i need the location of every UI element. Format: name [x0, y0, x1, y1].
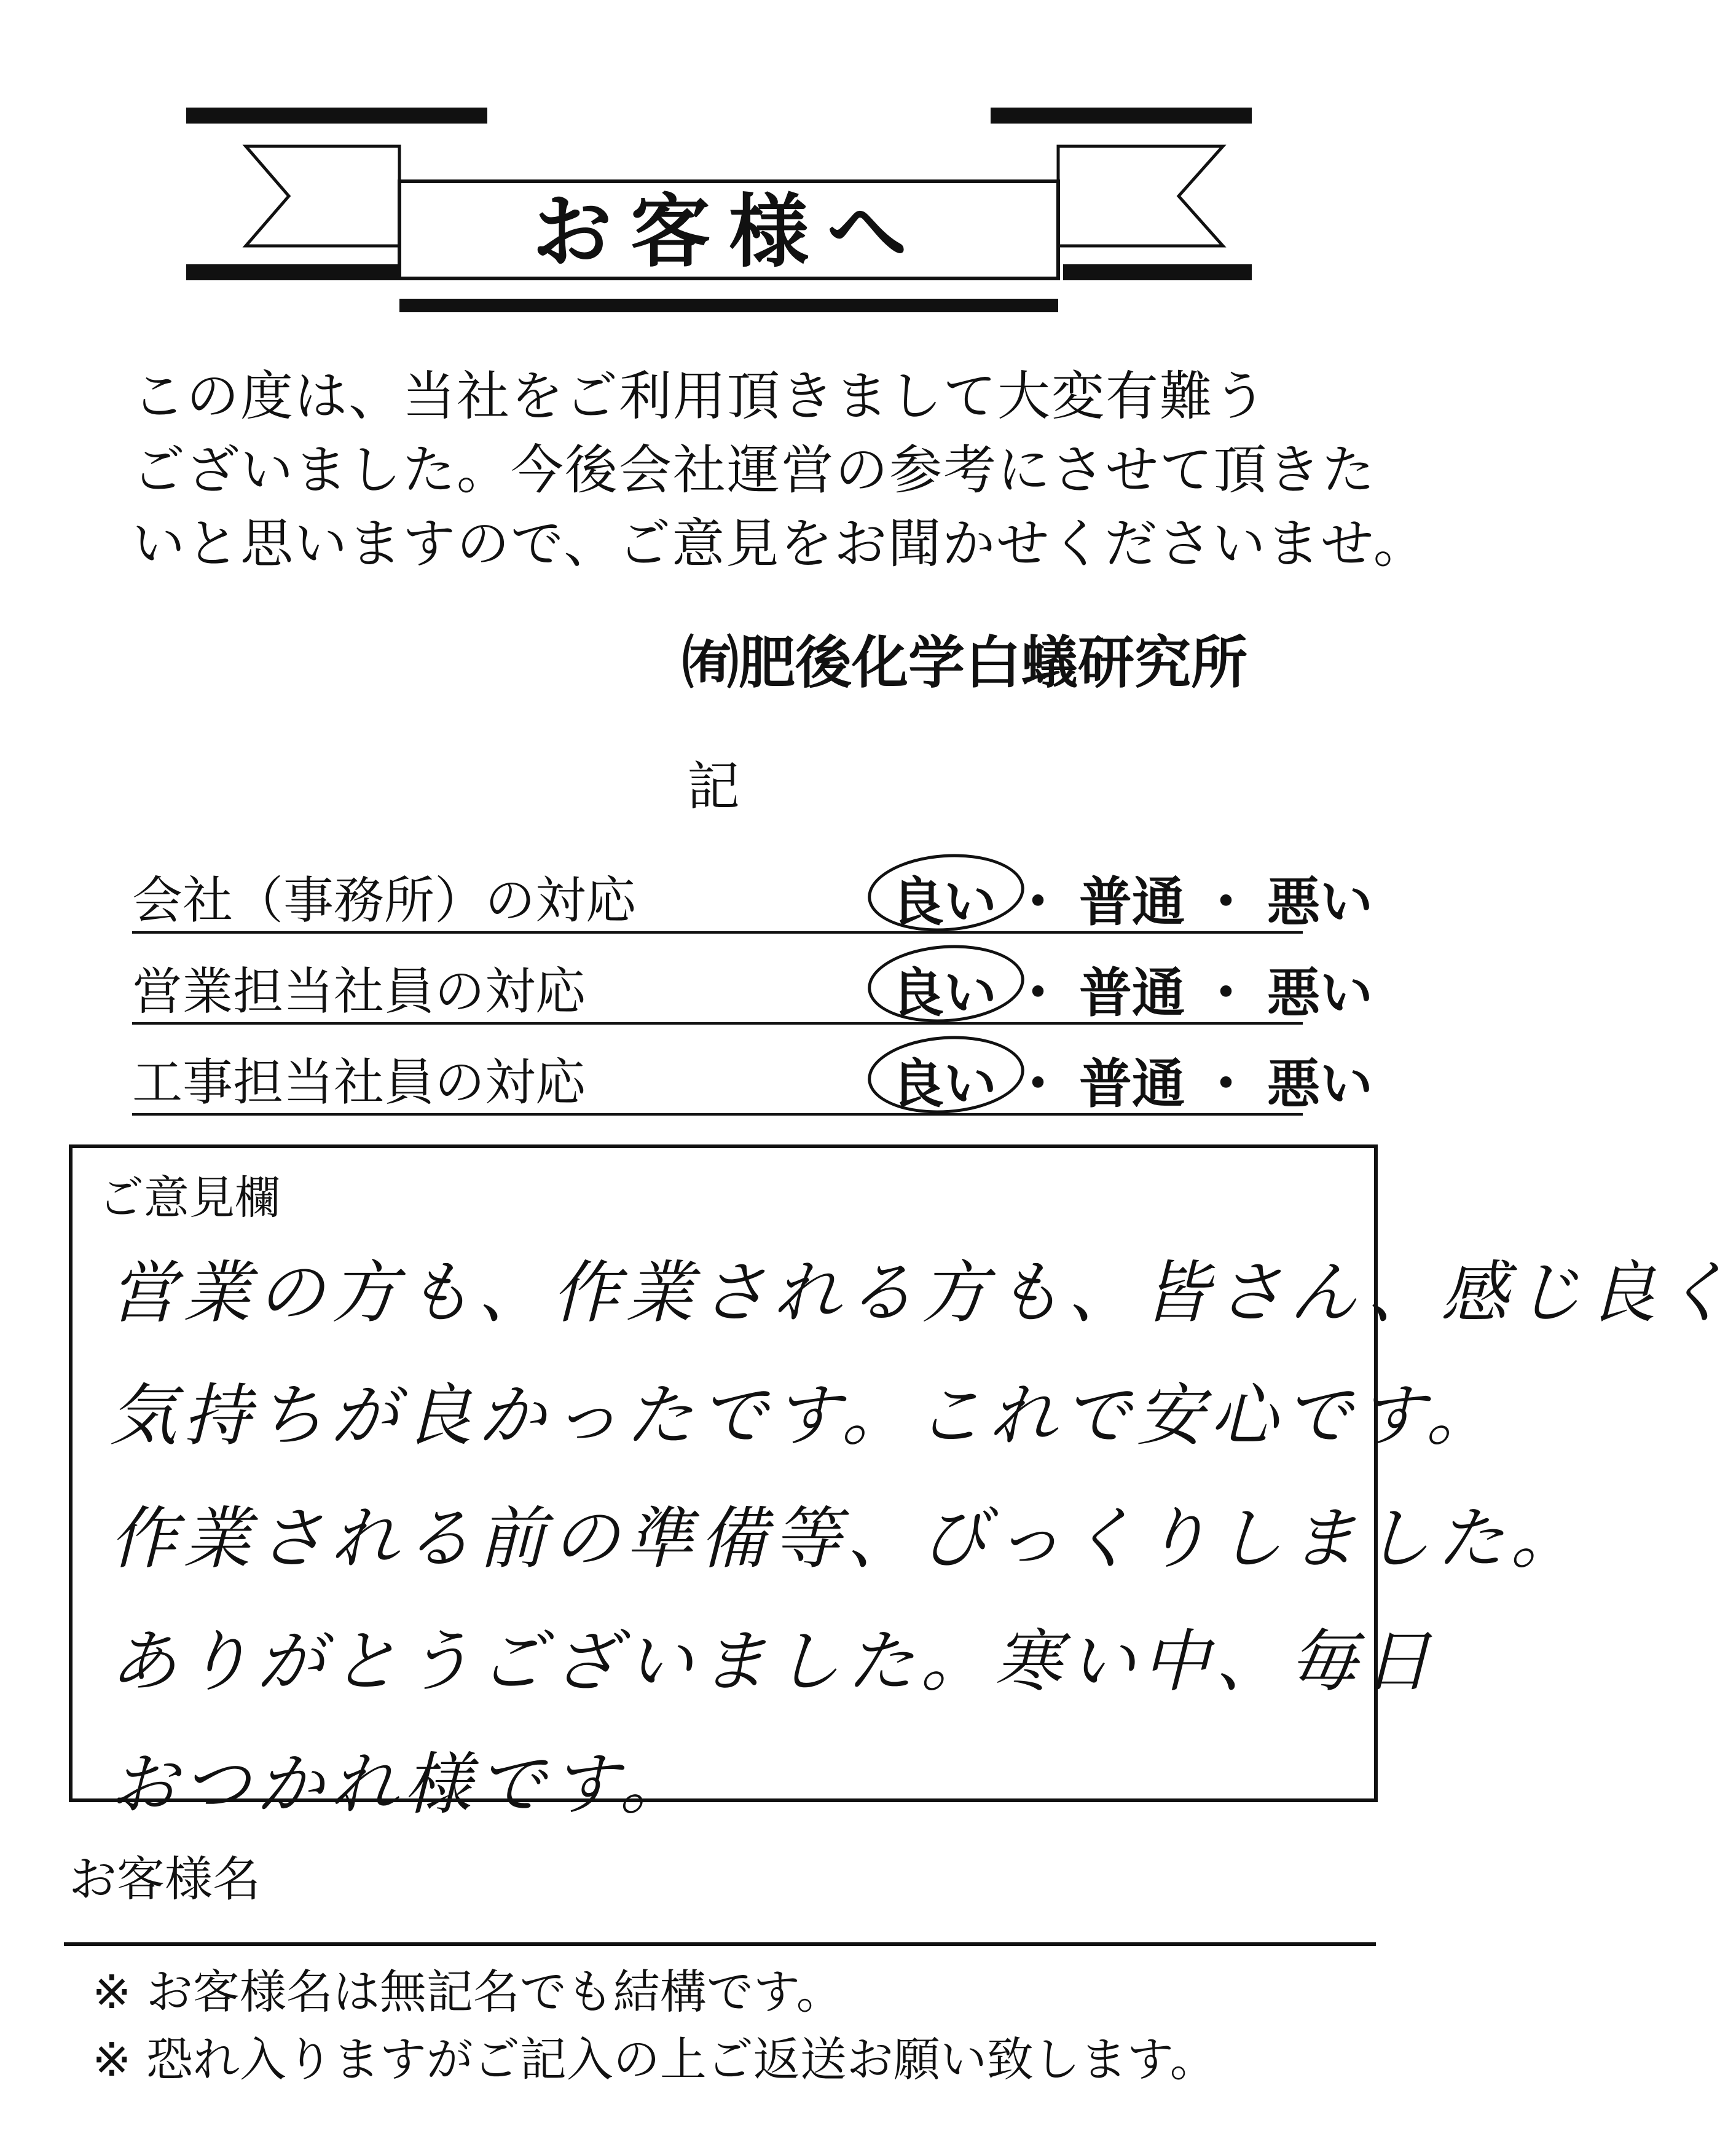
rating-label: 工事担当社員の対応 [132, 1054, 586, 1112]
banner-bar-bottom-left [186, 264, 398, 280]
rating-options [891, 1041, 1373, 1117]
handwritten-comment [109, 1231, 1736, 1846]
customer-name-label: お客様名 [69, 1852, 261, 1907]
note-anonymous: ※ お客様名は無記名でも結構です。 [92, 1964, 843, 2019]
comment-box[interactable] [69, 1144, 1736, 1824]
comment-line: おつかれ様です。 [109, 1745, 694, 1824]
option-normal[interactable]: 普通 [1079, 963, 1185, 1024]
note-return: ※ 恐れ入りますがご記入の上ご返送お願い致します。 [92, 2032, 1217, 2087]
intro-paragraph [132, 360, 1428, 581]
title-banner [0, 0, 1437, 344]
rating-label: 会社（事務所）の対応 [132, 872, 637, 930]
rating-options [891, 859, 1373, 936]
title-box-underline [399, 299, 1058, 312]
comment-line: ありがとうございました。寒い中、毎日 [109, 1622, 1437, 1701]
company-name: ㈲肥後化学白蟻研究所 [682, 630, 1248, 696]
intro-line: ございました。今後会社運営の参考にさせて頂きた [132, 439, 1376, 501]
option-good[interactable]: 良い [891, 859, 997, 936]
rating-options [891, 950, 1373, 1026]
comment-line: 営業の方も、作業される方も、皆さん、感じ良く [109, 1253, 1736, 1332]
ribbon-left [246, 146, 399, 246]
separator: ・ [1011, 1054, 1064, 1115]
comment-title: ご意見欄 [98, 1172, 280, 1224]
option-good[interactable]: 良い [891, 1041, 997, 1117]
separator: ・ [1200, 1054, 1252, 1115]
separator: ・ [1200, 963, 1252, 1024]
banner-bar-bottom-right [1063, 264, 1252, 280]
rating-row-sales [132, 933, 1373, 1025]
intro-line: この度は、当社をご利用頂きまして大変有難う [132, 366, 1268, 427]
ribbon-right [1058, 146, 1223, 246]
option-bad[interactable]: 悪い [1267, 1054, 1373, 1115]
comment-line: 作業される前の準備等、びっくりしました。 [109, 1499, 1584, 1578]
comment-line: 気持ちが良かったです。これで安心です。 [109, 1376, 1500, 1455]
separator: ・ [1011, 963, 1064, 1024]
option-good[interactable]: 良い [891, 950, 997, 1026]
banner-bar-top-left [186, 108, 487, 124]
intro-line: いと思いますので、ご意見をお聞かせくださいませ。 [132, 513, 1428, 575]
ki-heading: 記 [687, 756, 740, 817]
customer-name-field[interactable] [64, 1942, 1376, 1946]
separator: ・ [1011, 872, 1064, 933]
rating-row-company [132, 842, 1373, 934]
option-bad[interactable]: 悪い [1267, 872, 1373, 933]
rating-row-construction [132, 1024, 1373, 1116]
option-bad[interactable]: 悪い [1267, 963, 1373, 1024]
page-title: お客様へ [532, 184, 926, 278]
banner-bar-top-right [991, 108, 1252, 124]
option-normal[interactable]: 普通 [1079, 872, 1185, 933]
option-normal[interactable]: 普通 [1079, 1054, 1185, 1115]
rating-label: 営業担当社員の対応 [132, 963, 586, 1021]
separator: ・ [1200, 872, 1252, 933]
